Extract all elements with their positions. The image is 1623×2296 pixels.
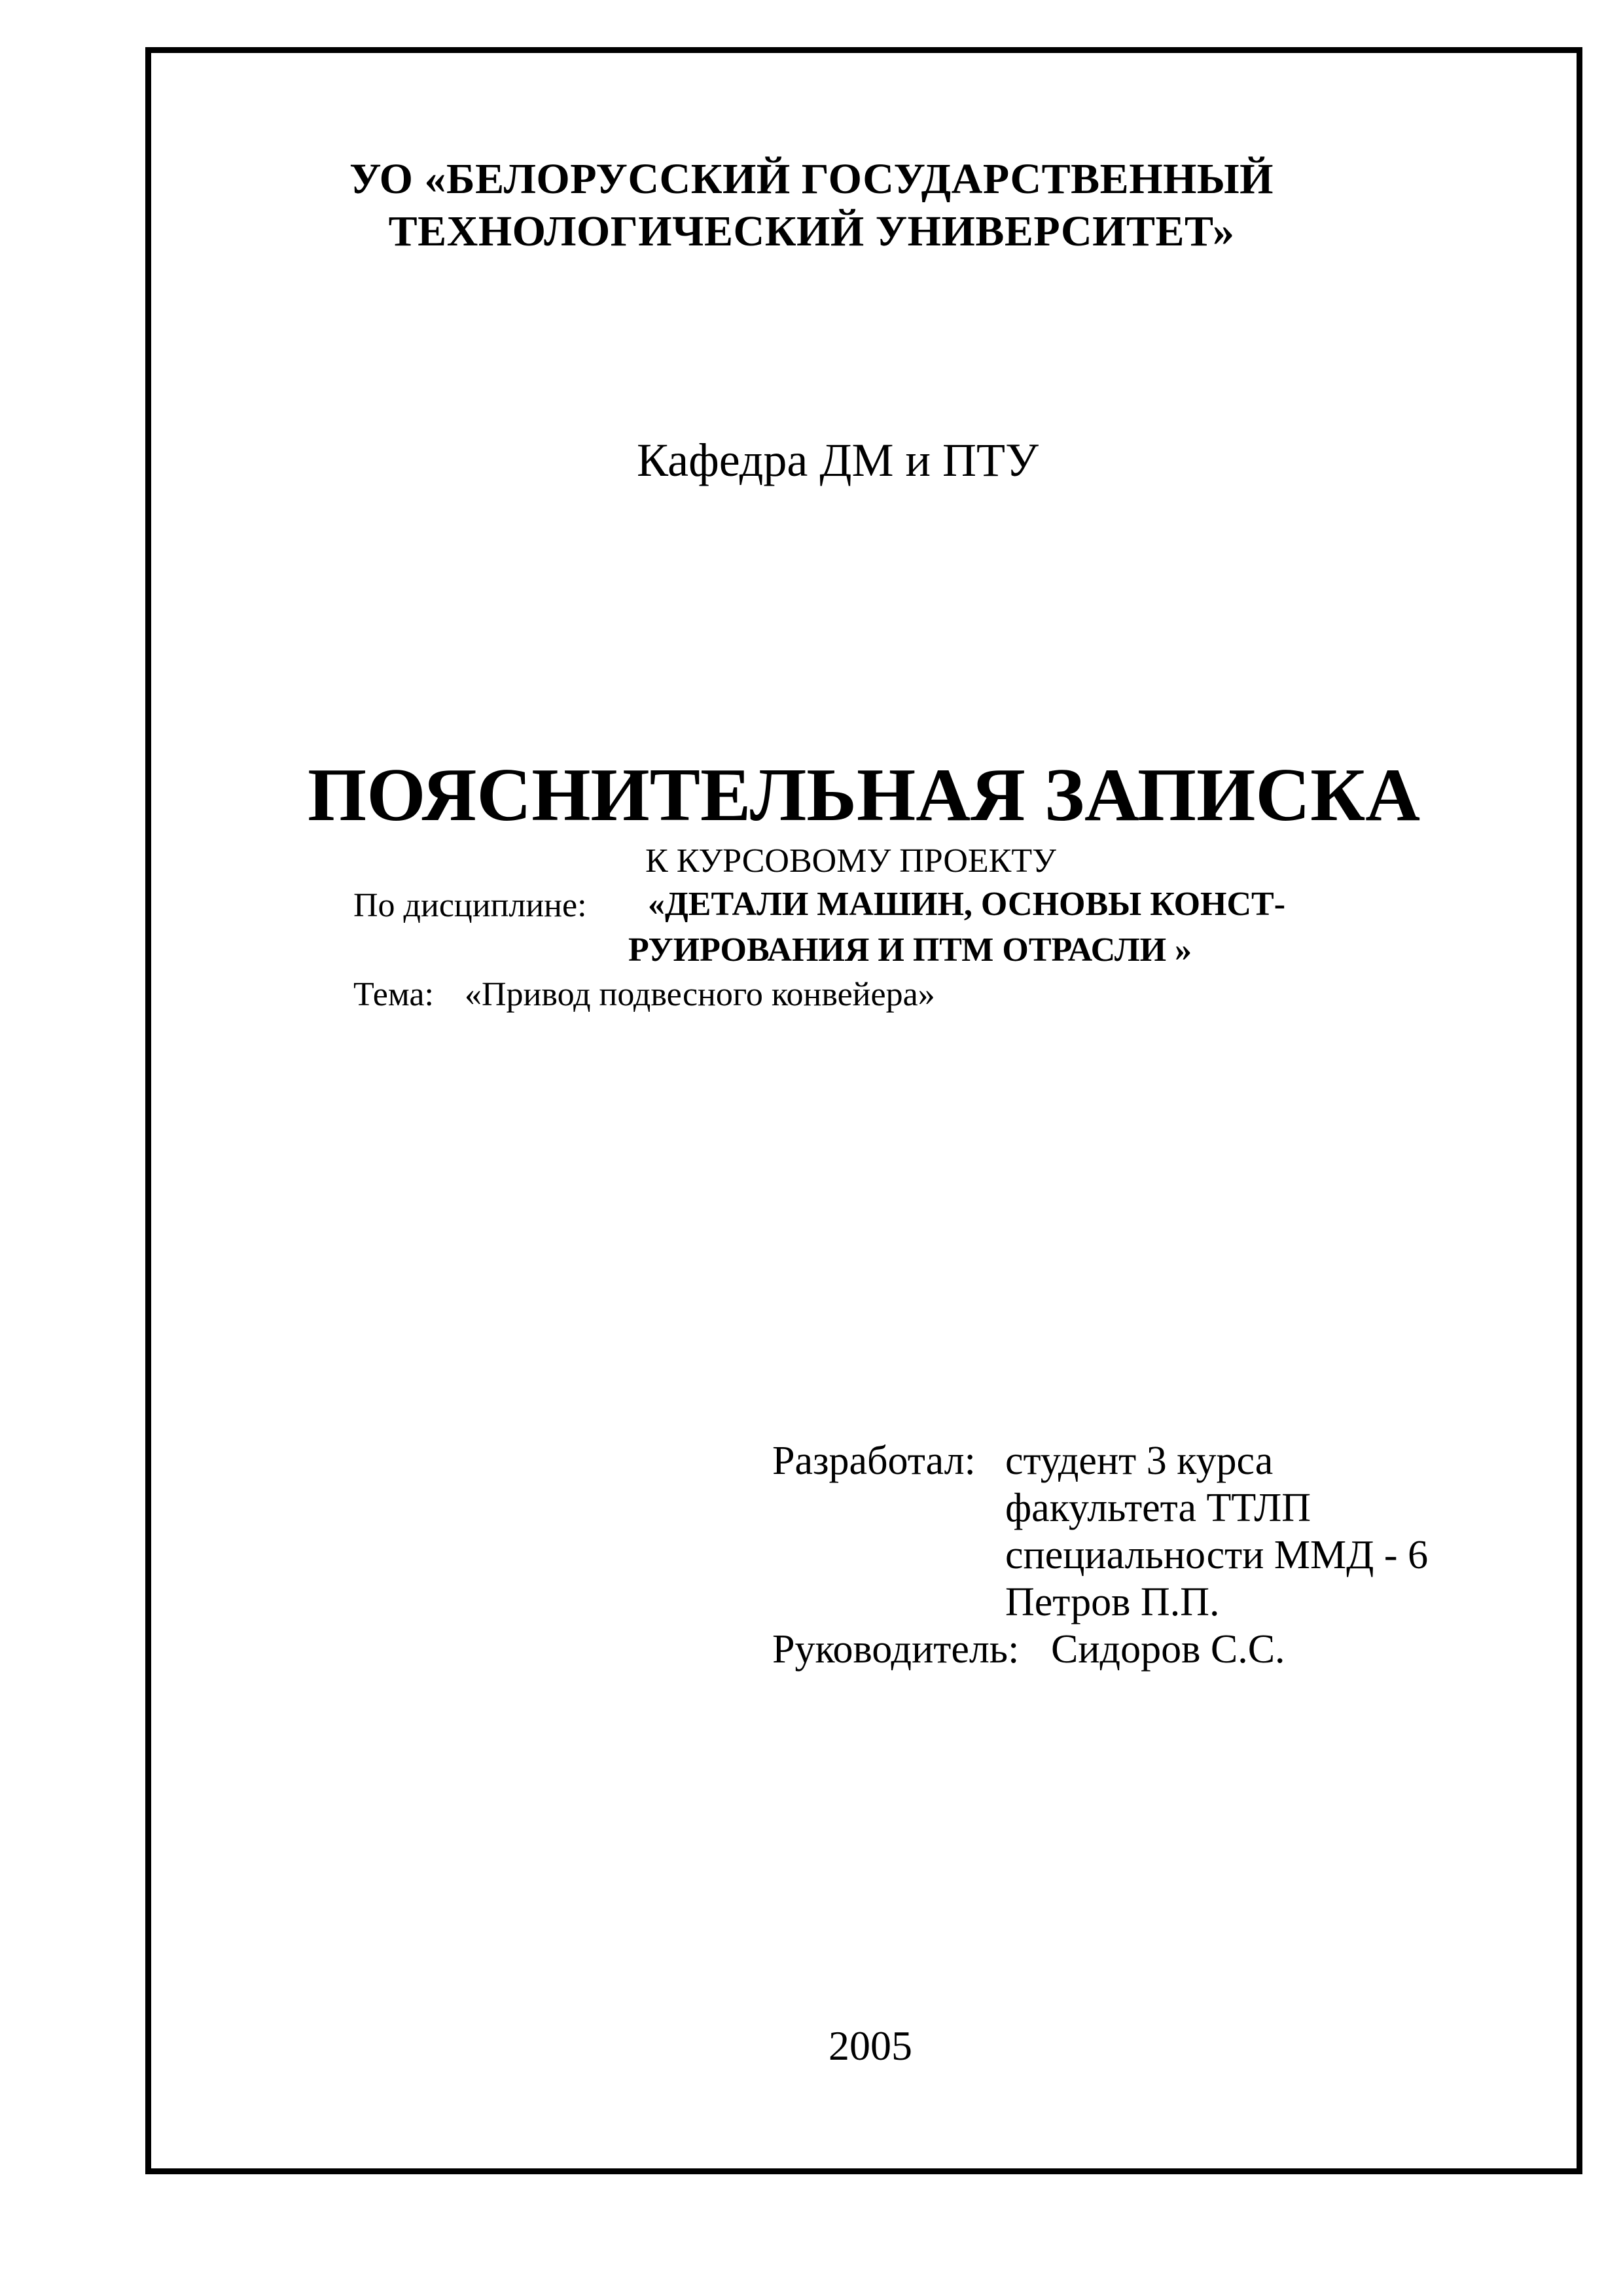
document-year: 2005 [829, 2022, 912, 2069]
developed-by-label: Разработал: [772, 1439, 976, 1483]
university-name-line2: ТЕХНОЛОГИЧЕСКИЙ УНИВЕРСИТЕТ» [388, 207, 1235, 255]
document-title: ПОЯСНИТЕЛЬНАЯ ЗАПИСКА [307, 753, 1420, 837]
student-course: студент 3 курса [1005, 1439, 1274, 1483]
discipline-label: По дисциплине: [353, 887, 587, 924]
university-name-line1: УО «БЕЛОРУССКИЙ ГОСУДАРСТВЕННЫЙ [349, 155, 1274, 203]
topic-label: Тема: [353, 976, 434, 1013]
discipline-name-line1: «ДЕТАЛИ МАШИН, ОСНОВЫ КОНСТ- [648, 886, 1286, 923]
student-name: Петров П.П. [1005, 1580, 1220, 1624]
supervisor-label: Руководитель: [772, 1627, 1020, 1672]
topic-value: «Привод подвесного конвейера» [465, 976, 935, 1013]
supervisor-name: Сидоров С.С. [1051, 1627, 1285, 1672]
page-border [145, 47, 1582, 2174]
student-faculty: факультета ТТЛП [1005, 1486, 1311, 1530]
document-subtitle: К КУРСОВОМУ ПРОЕКТУ [645, 842, 1056, 880]
discipline-name-line2: РУИРОВАНИЯ И ПТМ ОТРАСЛИ » [628, 931, 1192, 969]
student-specialty: специальности ММД - 6 [1005, 1533, 1429, 1577]
department-name: Кафедра ДМ и ПТУ [637, 434, 1039, 486]
